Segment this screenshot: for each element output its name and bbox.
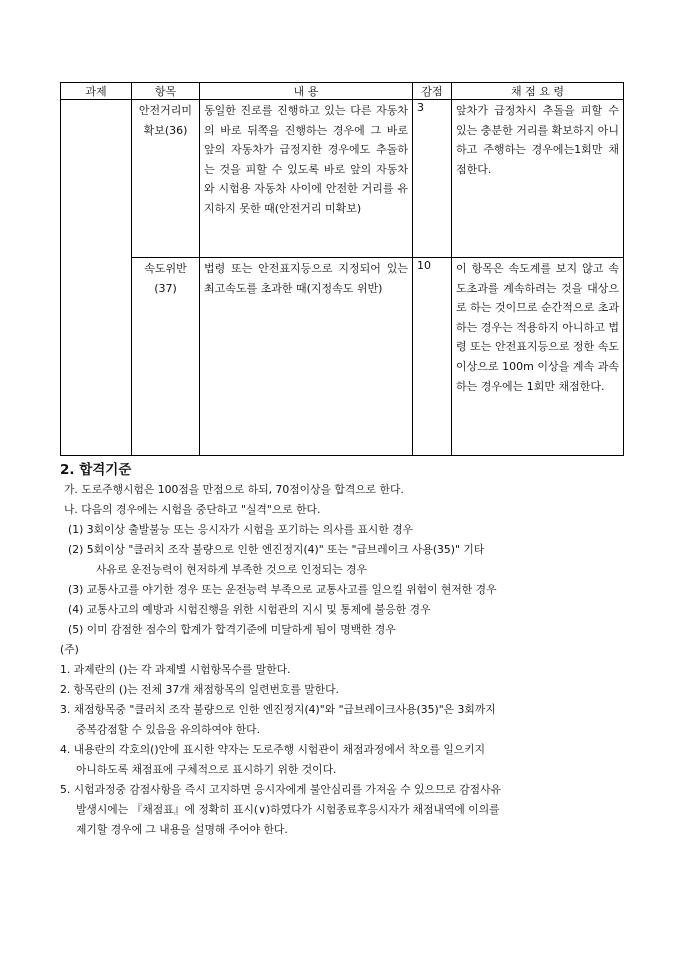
text-line: (4) 교통사고의 예방과 시험진행을 위한 시험관의 지시 및 통제에 불응한 경우	[68, 603, 431, 616]
task-cell	[61, 100, 132, 456]
text-line: 나. 다음의 경우에는 시험을 중단하고 "실격"으로 한다.	[64, 503, 321, 516]
item-cell: 속도위반(37)	[132, 258, 200, 456]
text-line: 아니하도록 채점표에 구체적으로 표시하기 위한 것이다.	[76, 763, 337, 776]
points-cell: 3	[413, 100, 452, 258]
text-line: (주)	[60, 643, 79, 656]
text-line: (2) 5회이상 "클러치 조작 불량으로 인한 엔진정지(4)" 또는 "급브레이크 사용(35)" 기타	[68, 543, 485, 556]
text-line: 4. 내용란의 각호의()안에 표시한 약자는 도로주행 시험관이 채점과정에서 착오를 일으키지	[60, 743, 486, 756]
section-title: 2. 합격기준	[60, 462, 132, 478]
text-line: (5) 이미 감점한 점수의 합계가 합격기준에 미달하게 됨이 명백한 경우	[68, 623, 396, 636]
text-line: (3) 교통사고를 야기한 경우 또는 운전능력 부족으로 교통사고를 일으킬 위험이 현저한 경우	[68, 583, 497, 596]
header-criteria: 채 점 요 령	[452, 83, 624, 100]
text-line: (1) 3회이상 출발불능 또는 응시자가 시험을 포기하는 의사를 표시한 경우	[68, 523, 414, 536]
text-line: 발생시에는 『채점표』에 정확히 표시(∨)하였다가 시험종료후응시자가 채점내역에 이의를	[76, 803, 500, 816]
content-cell: 법령 또는 안전표지등으로 지정되어 있는 최고속도를 초과한 때(지정속도 위반)	[200, 258, 413, 456]
text-line: 5. 시험과정중 감점사항을 즉시 고지하면 응시자에게 불안심리를 가져올 수 있으므로 감점사유	[60, 783, 501, 796]
text-line: 2. 항목란의 ()는 전체 37개 채점항목의 일련번호를 말한다.	[60, 683, 339, 696]
text-line: 3. 채점항목중 "클러치 조작 불량으로 인한 엔진정지(4)"와 "급브레이크사용(35)"은 3회까지	[60, 703, 496, 716]
scoring-table	[60, 82, 624, 456]
header-points: 감점	[413, 83, 452, 100]
table-row	[61, 258, 624, 456]
header-task: 과제	[61, 83, 132, 100]
criteria-cell: 앞차가 급정차시 추돌을 피할 수 있는 충분한 거리를 확보하지 아니하고 주행하는 경우에는1회만 채점한다.	[452, 100, 624, 258]
item-cell: 안전거리미확보(36)	[132, 100, 200, 258]
text-line: 사유로 운전능력이 현저하게 부족한 것으로 인정되는 경우	[96, 563, 367, 576]
text-line: 중복감점할 수 있음을 유의하여야 한다.	[76, 723, 261, 736]
text-line: 제기할 경우에 그 내용을 설명해 주어야 한다.	[76, 823, 288, 836]
header-content: 내 용	[200, 83, 413, 100]
table-row	[61, 100, 624, 258]
text-line: 1. 과제란의 ()는 각 과제별 시험항목수를 말한다.	[60, 663, 291, 676]
table-header-row	[61, 83, 624, 100]
criteria-cell: 이 항목은 속도계를 보지 않고 속도초과를 계속하려는 것을 대상으로 하는 것이므로 순간적으로 초과하는 경우는 적용하지 아니하고 법령 또는 안전표지등으로 정한 속도이상으로 100m 이상을 계속 과속하는 경우에는 1회만 채점한다.	[452, 258, 624, 456]
points-cell: 10	[413, 258, 452, 456]
content-cell: 동일한 진로를 진행하고 있는 다른 자동차의 바로 뒤쪽을 진행하는 경우에 그 바로 앞의 자동차가 급정지한 경우에도 추돌하는 것을 피할 수 있도록 바로 앞의 자동차와 시험용 자동차 사이에 안전한 거리를 유지하지 못한 때(안전거리 미확보)	[200, 100, 413, 258]
text-line: 가. 도로주행시험은 100점을 만점으로 하되, 70점이상을 합격으로 한다.	[64, 483, 404, 496]
header-item: 항목	[132, 83, 200, 100]
